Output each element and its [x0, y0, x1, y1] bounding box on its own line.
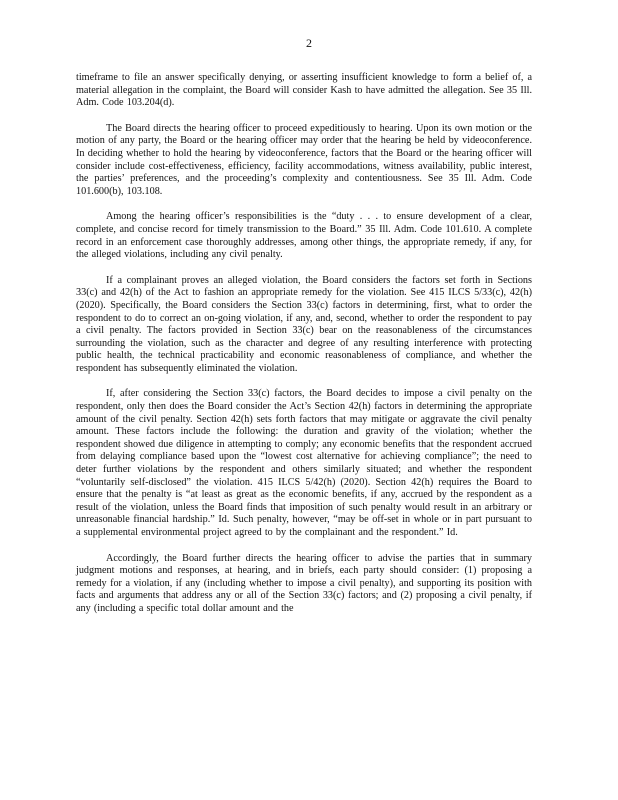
- paragraph-hearing-directive: The Board directs the hearing officer to proceed expeditiously to hearing. Upon its own motion or the motion of any party, the Board or the hearing officer may order that the hearing be held by videoconference. In deciding whether to hold the hearing by videoconference, factors that the Board or the hearing officer will consider include cost-effectiveness, efficiency, facility accommodations, witness availability, public interest, the parties’ preferences, and the proceeding’s complexity and contentiousness. See 35 Ill. Adm. Code 101.600(b), 103.108.: [76, 122, 532, 197]
- paragraph-section-42h-factors: If, after considering the Section 33(c) factors, the Board decides to impose a civil penalty on the respondent, only then does the Board consider the Act’s Section 42(h) factors in determining the appropriate amount of the civil penalty. Section 42(h) sets forth factors that may mitigate or aggravate the civil penalty amount. These factors include the following: the duration and gravity of the violation; whether the respondent showed due diligence in attempting to comply; any economic benefits that the respondent accrued from delaying compliance based upon the “lowest cost alternative for achieving compliance”; the need to deter further violations by the respondent and others similarly situated; and whether the respondent “voluntarily self-disclosed” the violation. 415 ILCS 5/42(h) (2020). Section 42(h) requires the Board to ensure that the penalty is “at least as great as the economic benefits, if any, accrued by the respondent as a result of the violation, unless the Board finds that imposition of such penalty would result in an arbitrary or unreasonable financial hardship.” Id. Such penalty, however, “may be off-set in whole or in part pursuant to a supplemental environmental project agreed to by the complainant and the respondent.” Id.: [76, 388, 532, 538]
- paragraph-answer-timeframe: timeframe to file an answer specifically denying, or asserting insufficient knowledge to form a belief of, a material allegation in the complaint, the Board will consider Kash to have admitted the allegation. See 35 Ill. Adm. Code 103.204(d).: [76, 72, 532, 109]
- paragraph-hearing-officer-duties: Among the hearing officer’s responsibilities is the “duty . . . to ensure development of a clear, complete, and concise record for timely transmission to the Board.” 35 Ill. Adm. Code 101.610. A complete record in an enforcement case thoroughly addresses, among other things, the appropriate remedy, if any, for the alleged violations, including any civil penalty.: [76, 211, 532, 261]
- paragraph-section-33c-factors: If a complainant proves an alleged violation, the Board considers the factors set forth in Sections 33(c) and 42(h) of the Act to fashion an appropriate remedy for the violation. See 415 ILCS 5/33(c), 42(h) (2020). Specifically, the Board considers the Section 33(c) factors in determining, first, what to order the respondent to do to correct an on-going violation, if any, and, second, whether to order the respondent to pay a civil penalty. The factors provided in Section 33(c) bear on the reasonableness of the circumstances surrounding the violation, such as the character and degree of any resulting interference with protecting public health, the technical practicability and economic reasonableness of compliance, and whether the respondent has subsequently eliminated the violation.: [76, 274, 532, 374]
- paragraph-remedy-proposal: Accordingly, the Board further directs the hearing officer to advise the parties that in summary judgment motions and responses, at hearing, and in briefs, each party should consider: (1) proposing a remedy for a violation, if any (including whether to impose a civil penalty), and supporting its position with facts and arguments that address any or all of the Section 33(c) factors; and (2) proposing a civil penalty, if any (including a specific total dollar amount and the: [76, 552, 532, 614]
- page-number: 2: [306, 36, 312, 50]
- body-text: [76, 72, 532, 629]
